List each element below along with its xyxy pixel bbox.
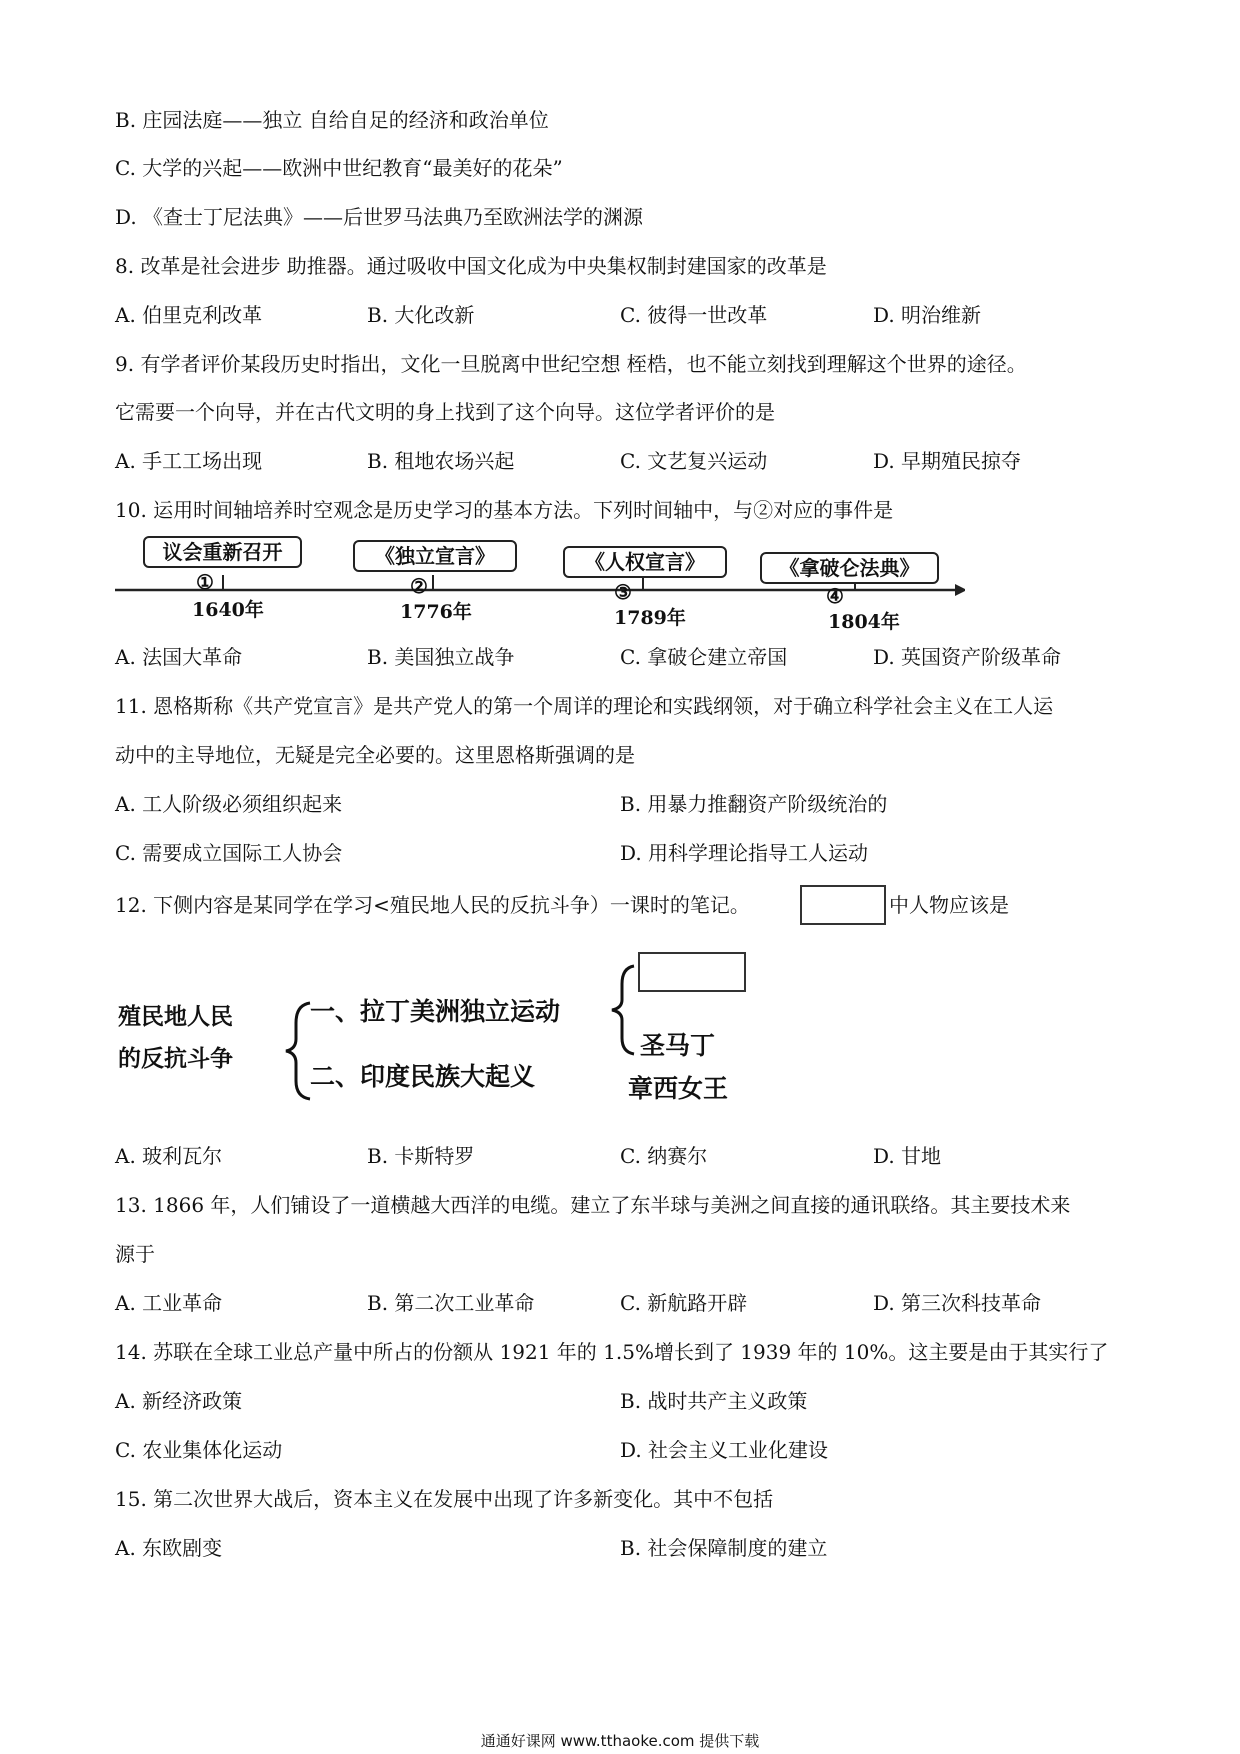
timeline-marker-1: ① xyxy=(196,570,214,594)
q9-stem-line1: 9. 有学者评价某段历史时指出，文化一旦脱离中世纪空想 桎梏，也不能立刻找到理解这个世界的途径。 xyxy=(115,352,1027,376)
q8-option-a: A. 伯里克利改革 xyxy=(115,303,263,327)
q15-stem: 15. 第二次世界大战后，资本主义在发展中出现了许多新变化。其中不包括 xyxy=(115,1487,774,1511)
q15-option-a: A. 东欧剧变 xyxy=(115,1536,223,1560)
q12-option-a: A. 玻利瓦尔 xyxy=(115,1144,223,1168)
q11-stem-line2: 动中的主导地位，无疑是完全必要的。这里恩格斯强调的是 xyxy=(115,743,635,767)
note-branch-india: 二、印度民族大起义 xyxy=(310,1062,536,1091)
q15-option-b: B. 社会保障制度的建立 xyxy=(620,1536,828,1560)
q8-option-b: B. 大化改新 xyxy=(367,303,475,327)
note-brace-right xyxy=(608,962,642,1058)
timeline-event-2: 《独立宣言》 xyxy=(353,540,517,572)
q7-option-d: D. 《查士丁尼法典》——后世罗马法典乃至欧洲法学的渊源 xyxy=(115,205,644,229)
q9-option-d: D. 早期殖民掠夺 xyxy=(873,449,1022,473)
q9-option-a: A. 手工工场出现 xyxy=(115,449,263,473)
q10-stem: 10. 运用时间轴培养时空观念是历史学习的基本方法。下列时间轴中，与②对应的事件是 xyxy=(115,498,894,522)
q13-option-d: D. 第三次科技革命 xyxy=(873,1291,1042,1315)
note-branch-latin-america: 一、拉丁美洲独立运动 xyxy=(310,997,561,1026)
footer-source-line: 通通好课网 www.tthaoke.com 提供下载 xyxy=(480,1732,760,1750)
q11-option-d: D. 用科学理论指导工人运动 xyxy=(620,841,869,865)
note-blank-box xyxy=(638,952,746,992)
note-person-san-martin: 圣马丁 xyxy=(640,1031,716,1060)
q10-option-b: B. 美国独立战争 xyxy=(367,645,515,669)
q11-option-c: C. 需要成立国际工人协会 xyxy=(115,841,343,865)
timeline-marker-4: ④ xyxy=(826,584,844,608)
q13-option-a: A. 工业革命 xyxy=(115,1291,223,1315)
q14-stem: 14. 苏联在全球工业总产量中所占的份额从 1921 年的 1.5%增长到了 1939 年的 10%。这主要是由于其实行了 xyxy=(115,1340,1109,1364)
note-person-rani: 章西女王 xyxy=(628,1074,729,1103)
q14-option-a: A. 新经济政策 xyxy=(115,1389,243,1413)
q11-option-b: B. 用暴力推翻资产阶级统治的 xyxy=(620,792,888,816)
timeline-marker-3: ③ xyxy=(614,580,632,604)
q14-option-c: C. 农业集体化运动 xyxy=(115,1438,283,1462)
note-root-line2: 的反抗斗争 xyxy=(118,1045,233,1072)
q8-stem: 8. 改革是社会进步 助推器。通过吸收中国文化成为中央集权制封建国家的改革是 xyxy=(115,254,827,278)
timeline-year-3: 1789年 xyxy=(614,607,686,629)
q12-option-b: B. 卡斯特罗 xyxy=(367,1144,475,1168)
timeline-year-1: 1640年 xyxy=(192,599,264,621)
q12-option-c: C. 纳赛尔 xyxy=(620,1144,708,1168)
q12-stem-part2: 中人物应该是 xyxy=(889,893,1009,917)
q8-option-d: D. 明治维新 xyxy=(873,303,982,327)
q12-stem-part1: 12. 下侧内容是某同学在学习<殖民地人民的反抗斗争）一课时的笔记。 xyxy=(115,893,750,917)
q10-option-c: C. 拿破仑建立帝国 xyxy=(620,645,788,669)
q9-stem-line2: 它需要一个向导，并在古代文明的身上找到了这个向导。这位学者评价的是 xyxy=(115,400,775,424)
q14-option-b: B. 战时共产主义政策 xyxy=(620,1389,808,1413)
q10-option-a: A. 法国大革命 xyxy=(115,645,243,669)
q12-blank-box xyxy=(800,885,886,925)
q13-stem-line2: 源于 xyxy=(115,1242,155,1266)
q8-option-c: C. 彼得一世改革 xyxy=(620,303,768,327)
q13-option-c: C. 新航路开辟 xyxy=(620,1291,748,1315)
q14-option-d: D. 社会主义工业化建设 xyxy=(620,1438,829,1462)
q13-stem-line1: 13. 1866 年，人们铺设了一道横越大西洋的电缆。建立了东半球与美洲之间直接的通讯联络。其主要技术来 xyxy=(115,1193,1071,1217)
timeline-event-4: 《拿破仑法典》 xyxy=(760,552,939,584)
q13-option-b: B. 第二次工业革命 xyxy=(367,1291,535,1315)
timeline-event-1: 议会重新召开 xyxy=(143,536,302,568)
q12-option-d: D. 甘地 xyxy=(873,1144,942,1168)
q7-option-b: B. 庄园法庭——独立 自给自足的经济和政治单位 xyxy=(115,108,549,132)
timeline-event-3: 《人权宣言》 xyxy=(563,546,727,578)
q11-stem-line1: 11. 恩格斯称《共产党宣言》是共产党人的第一个周详的理论和实践纲领，对于确立科学社会主义在工人运 xyxy=(115,694,1054,718)
timeline-year-4: 1804年 xyxy=(828,611,900,633)
q10-option-d: D. 英国资产阶级革命 xyxy=(873,645,1062,669)
note-root-line1: 殖民地人民 xyxy=(118,1003,233,1030)
q9-option-b: B. 租地农场兴起 xyxy=(367,449,515,473)
timeline-marker-2: ② xyxy=(410,574,428,598)
q9-option-c: C. 文艺复兴运动 xyxy=(620,449,768,473)
q11-option-a: A. 工人阶级必须组织起来 xyxy=(115,792,343,816)
q7-option-c: C. 大学的兴起——欧洲中世纪教育“最美好的花朵” xyxy=(115,156,563,180)
timeline-year-2: 1776年 xyxy=(400,601,472,623)
